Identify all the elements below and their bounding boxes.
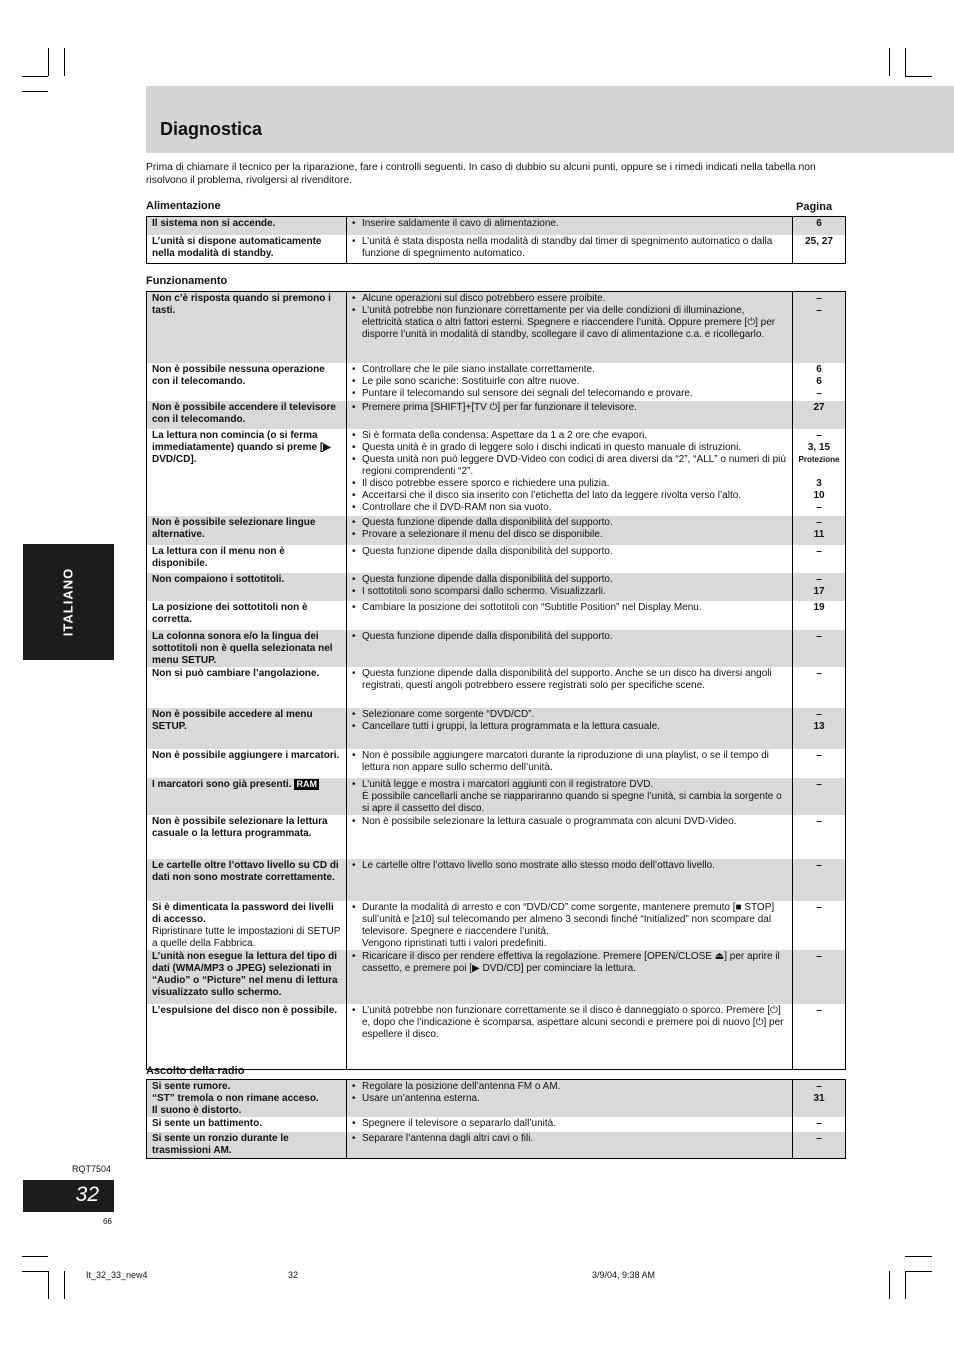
solution-cell: [347, 235, 793, 264]
page-ref-cell: [793, 815, 846, 859]
bullet-icon: •: [352, 441, 356, 453]
page-number: 32: [75, 1183, 99, 1206]
solution-item: [352, 305, 787, 341]
solution-text: L’unità legge e mostra i marcatori aggiunti con il registratore DVD. È possibile cancellarli anche se riappariranno quando si spegne l’unità, si cambia la sorgente o si apre il cassetto del disco.: [362, 778, 782, 814]
solution-item: [352, 902, 787, 950]
table-row: [147, 1117, 846, 1132]
page-ref-cell: [793, 630, 846, 667]
problem-cell: [147, 749, 347, 778]
solution-item: [352, 1081, 787, 1093]
solution-text: Questa funzione dipende dalla disponibilità del supporto.: [362, 516, 613, 528]
bullet-icon: •: [352, 950, 356, 962]
table-funzionamento: [146, 291, 846, 1070]
problem-cell: [147, 217, 347, 235]
page-ref: –: [816, 901, 822, 913]
table-row: [147, 815, 846, 859]
solution-cell: [347, 363, 793, 401]
problem-cell: [147, 630, 347, 667]
table-row: [147, 235, 846, 264]
problem-text: Non è possibile nessuna operazione con il telecomando.: [152, 363, 325, 387]
bullet-icon: •: [352, 489, 356, 501]
solution-text: Controllare che le pile siano installate correttamente.: [362, 363, 595, 375]
problem-text: I marcatori sono già presenti.: [152, 778, 292, 790]
intro-text: Prima di chiamare il tecnico per la riparazione, fare i controlli seguenti. In caso di dubbio su alcuni punti, oppure se i rimedi indicati nella tabella non risolvono il problema, rivolgersi al rivenditore.: [146, 162, 816, 186]
page-ref: – 31: [813, 1081, 825, 1104]
bullet-icon: •: [352, 601, 356, 613]
solution-item: [352, 430, 787, 442]
bullet-icon: •: [352, 375, 356, 387]
problem-cell: [147, 1080, 347, 1118]
problem-text: L’espulsione del disco non è possibile.: [152, 1004, 338, 1016]
table-radio: [146, 1079, 846, 1159]
solution-text: Questa funzione dipende dalla disponibilità del supporto.: [362, 545, 613, 557]
problem-text: La lettura non comincia (o si ferma immediatamente) quando si preme [▶ DVD/CD].: [152, 429, 331, 465]
bullet-icon: •: [352, 630, 356, 642]
problem-text: L’unità non esegue la lettura del tipo di dati (WMA/MP3 o JPEG) selezionati in “Audio” o “Picture” nel menu di lettura visualizzato sullo schermo.: [152, 950, 338, 998]
table-row: [147, 1004, 846, 1070]
page-ref: – –: [816, 293, 822, 316]
crop-mark: [905, 76, 932, 77]
solution-text: Accertarsi che il disco sia inserito con l’etichetta del lato da leggere rivolta verso l’alto.: [362, 489, 742, 501]
problem-cell: [147, 950, 347, 1004]
page-ref: 6 6 –: [816, 363, 822, 399]
solution-item: [352, 546, 787, 558]
solution-item: [352, 502, 787, 514]
solution-text: Inserire saldamente il cavo di alimentazione.: [362, 218, 559, 229]
page-ref-cell: [793, 901, 846, 950]
page-sub-number: 66: [103, 1217, 112, 1226]
page-ref-cell: [793, 859, 846, 901]
solution-cell: [347, 901, 793, 950]
table-row: [147, 516, 846, 545]
crop-mark: [905, 1271, 932, 1272]
solution-text: Questa funzione dipende dalla disponibilità del supporto. Anche se un disco ha diversi angoli registrati, questi angoli potrebbero essere registrati solo per specifiche scene.: [362, 667, 772, 691]
solution-cell: [347, 516, 793, 545]
page-ref-cell: [793, 601, 846, 630]
solution-item: [352, 631, 787, 643]
solution-cell: [347, 217, 793, 235]
ram-badge: RAM: [296, 778, 317, 789]
solution-item: [352, 750, 787, 774]
problem-text: L’unità si dispone automaticamente nella modalità di standby.: [152, 235, 322, 259]
crop-mark: [48, 48, 49, 76]
solution-cell: [347, 778, 793, 815]
solution-text: Selezionare come sorgente “DVD/CD”.: [362, 708, 535, 720]
bullet-icon: •: [352, 477, 356, 489]
page-ref: – 13: [813, 708, 825, 732]
solution-text: L’unità potrebbe non funzionare correttamente per via delle condizioni di illuminazione, elettricità statica o altri fattori esterni. Spegnere e riaccendere l’unità. Oppure premere [⏻] per disporre l’unità in modalità di standby, scollegare il cavo di alimentazione c.a. e ricollegarlo.: [362, 305, 776, 340]
page-ref: 6: [816, 218, 822, 229]
language-label: ITALIANO: [60, 567, 76, 637]
solution-item: [352, 1005, 787, 1041]
solution-item: [352, 376, 787, 388]
page-ref-cell: [793, 363, 846, 401]
page-ref: –: [816, 749, 822, 761]
problem-cell: [147, 708, 347, 749]
problem-cell: [147, 815, 347, 859]
solution-item: [352, 816, 787, 828]
crop-mark: [64, 1271, 65, 1299]
solution-cell: [347, 950, 793, 1004]
header-band: [146, 86, 954, 153]
bullet-icon: •: [352, 387, 356, 399]
solution-text: Provare a selezionare il menu del disco se disponibile.: [362, 528, 603, 540]
problem-text: Non è possibile selezionare la lettura casuale o la lettura programmata.: [152, 815, 328, 839]
problem-cell: [147, 363, 347, 401]
crop-mark: [64, 48, 65, 76]
solution-cell: [347, 1004, 793, 1070]
crop-mark: [889, 1271, 890, 1299]
bullet-icon: •: [352, 501, 356, 513]
language-tab: [23, 544, 114, 660]
solution-item: [352, 236, 787, 260]
bullet-icon: •: [352, 573, 356, 585]
problem-text: “ST” tremola o non rimane acceso.: [152, 1093, 319, 1104]
solution-cell: [347, 1080, 793, 1118]
solution-item: [352, 779, 787, 815]
solution-item: [352, 478, 787, 490]
bullet-icon: •: [352, 720, 356, 732]
bullet-icon: •: [352, 401, 356, 413]
table-row: [147, 630, 846, 667]
solution-text: Regolare la posizione dell’antenna FM o AM.: [362, 1081, 561, 1092]
problem-cell: [147, 235, 347, 264]
bullet-icon: •: [352, 1081, 356, 1092]
page-ref-cell: [793, 292, 846, 363]
page-ref-cell: [793, 401, 846, 429]
page-ref-cell: [793, 516, 846, 545]
bullet-icon: •: [352, 585, 356, 597]
page-ref-cell: [793, 667, 846, 708]
page-title: Diagnostica: [160, 119, 263, 139]
problem-text: Non è possibile selezionare lingue alternative.: [152, 516, 316, 540]
crop-mark: [22, 1256, 48, 1257]
solution-item: [352, 218, 787, 230]
page-ref-cell: [793, 573, 846, 601]
solution-item: [352, 388, 787, 400]
crop-mark: [905, 1256, 932, 1257]
solution-text: Questa funzione dipende dalla disponibilità del supporto.: [362, 630, 613, 642]
solution-cell: [347, 859, 793, 901]
problem-cell: [147, 1132, 347, 1158]
solution-text: Spegnere il televisore o separarlo dall’unità.: [362, 1118, 557, 1129]
solution-cell: [347, 545, 793, 573]
bullet-icon: •: [352, 1004, 356, 1016]
table-row: [147, 708, 846, 749]
problem-text: Non c’è risposta quando si premono i tasti.: [152, 293, 331, 316]
problem-text: Il sistema non si accende.: [152, 218, 276, 229]
bullet-icon: •: [352, 1133, 356, 1144]
section-title-radio: Ascolto della radio: [146, 1065, 245, 1077]
page-ref-cell: [793, 429, 846, 516]
page-ref: –: [816, 778, 822, 790]
solution-text: Usare un’antenna esterna.: [362, 1093, 480, 1104]
problem-cell: [147, 859, 347, 901]
problem-text: Il suono è distorto.: [152, 1105, 242, 1116]
problem-text: Si sente rumore.: [152, 1081, 231, 1092]
bullet-icon: •: [352, 218, 356, 229]
crop-mark: [48, 1271, 49, 1299]
page-ref: – 11: [813, 516, 825, 540]
page-ref: –: [816, 950, 822, 962]
solution-cell: [347, 573, 793, 601]
problem-text: Le cartelle oltre l’ottavo livello su CD di dati non sono mostrate correttamente.: [152, 859, 339, 883]
solution-text: Controllare che il DVD-RAM non sia vuoto.: [362, 501, 552, 513]
bullet-icon: •: [352, 516, 356, 528]
solution-cell: [347, 1132, 793, 1158]
solution-item: [352, 721, 787, 733]
footer-date: 3/9/04, 9:38 AM: [592, 1270, 656, 1280]
solution-item: [352, 709, 787, 721]
problem-cell: [147, 516, 347, 545]
page-number-box: [23, 1180, 114, 1212]
solution-item: [352, 602, 787, 614]
footer-file: It_32_33_new4: [86, 1270, 148, 1280]
problem-cell: [147, 545, 347, 573]
section-title-alimentazione: Alimentazione: [146, 200, 221, 212]
crop-mark: [889, 48, 890, 76]
problem-text: Non si può cambiare l’angolazione.: [152, 667, 320, 679]
solution-text: Le cartelle oltre l’ottavo livello sono mostrate allo stesso modo dell’ottavo livello.: [362, 859, 715, 871]
bullet-icon: •: [352, 293, 356, 304]
solution-cell: [347, 401, 793, 429]
table-row: [147, 545, 846, 573]
solution-text: L’unità è stata disposta nella modalità di standby dal timer di spegnimento automatico o dalla funzione di spegnimento automatico.: [362, 235, 773, 259]
page-ref: –: [816, 1118, 822, 1129]
solution-text: Ricaricare il disco per rendere effettiva la regolazione. Premere [OPEN/CLOSE ⏏] per aprire il cassetto, e premere poi [▶ DVD/CD] per cominciare la lettura.: [362, 950, 780, 974]
page-ref-cell: [793, 235, 846, 264]
solution-cell: [347, 630, 793, 667]
solution-cell: [347, 815, 793, 859]
page-ref-cell: [793, 217, 846, 235]
page-ref: –: [816, 1133, 822, 1144]
page-ref-cell: [793, 708, 846, 749]
solution-item: [352, 574, 787, 586]
page-ref: – 3, 15 Protezione 3 10 –: [798, 429, 840, 513]
doc-code: RQT7504: [72, 1164, 112, 1174]
page-ref: –: [816, 630, 822, 642]
page-ref-cell: [793, 1117, 846, 1132]
solution-text: Alcune operazioni sul disco potrebbero essere proibite.: [362, 293, 606, 304]
bullet-icon: •: [352, 749, 356, 761]
solution-text: Premere prima [SHIFT]+[TV ⏻] per far funzionare il televisore.: [362, 401, 637, 413]
bullet-icon: •: [352, 778, 356, 790]
solution-text: Cambiare la posizione dei sottotitoli con “Subtitle Position” nel Display Menu.: [362, 601, 702, 613]
bullet-icon: •: [352, 1093, 356, 1104]
solution-item: [352, 951, 787, 975]
crop-mark: [905, 1271, 906, 1299]
table-row: [147, 292, 846, 363]
table-row: [147, 1132, 846, 1158]
problem-cell: [147, 667, 347, 708]
solution-text: Non è possibile aggiungere marcatori durante la riproduzione di una playlist, o se il tempo di lettura non appare sullo schermo dell’unità.: [362, 749, 769, 773]
solution-item: [352, 860, 787, 872]
solution-item: [352, 293, 787, 305]
solution-cell: [347, 292, 793, 363]
problem-cell: [147, 901, 347, 950]
bullet-icon: •: [352, 528, 356, 540]
table-row: [147, 778, 846, 815]
solution-cell: [347, 1117, 793, 1132]
table-row: [147, 950, 846, 1004]
page-ref: –: [816, 545, 822, 557]
solution-text: Il disco potrebbe essere sporco e richiedere una pulizia.: [362, 477, 610, 489]
bullet-icon: •: [352, 901, 356, 913]
bullet-icon: •: [352, 305, 356, 316]
problem-cell: [147, 401, 347, 429]
solution-item: [352, 442, 787, 454]
solution-text: Questa funzione dipende dalla disponibilità del supporto.: [362, 573, 613, 585]
table-alimentazione: [146, 216, 846, 264]
problem-text: La lettura con il menu non è disponibile.: [152, 545, 285, 569]
table-row: [147, 901, 846, 950]
bullet-icon: •: [352, 1118, 356, 1129]
bullet-icon: •: [352, 235, 356, 247]
problem-cell: [147, 601, 347, 630]
problem-cell: [147, 1117, 347, 1132]
solution-item: [352, 517, 787, 529]
table-row: [147, 217, 846, 235]
solution-text: Durante la modalità di arresto e con “DVD/CD” come sorgente, mantenere premuto [■ STOP] sull’unità e [≥10] sul telecomando per almeno 3 secondi finché “Initialized” non scompare dal televisore. Spegnere e riaccendere l’unità. Vengono ripristinati tutti i valori predefiniti.: [362, 901, 775, 949]
table-row: [147, 401, 846, 429]
problem-text: Non è possibile aggiungere i marcatori.: [152, 749, 340, 761]
solution-item: [352, 529, 787, 541]
bullet-icon: •: [352, 545, 356, 557]
solution-cell: [347, 667, 793, 708]
table-row: [147, 667, 846, 708]
solution-text: Le pile sono scariche: Sostituirle con altre nuove.: [362, 375, 580, 387]
solution-text: Non è possibile selezionare la lettura casuale o programmata con alcuni DVD-Video.: [362, 815, 737, 827]
solution-item: [352, 454, 787, 478]
problem-text: La posizione dei sottotitoli non è corretta.: [152, 601, 308, 625]
table-row: [147, 859, 846, 901]
problem-text: Non è possibile accedere al menu SETUP.: [152, 708, 313, 732]
problem-text: Non compaiono i sottotitoli.: [152, 573, 285, 585]
solution-cell: [347, 429, 793, 516]
bullet-icon: •: [352, 667, 356, 679]
table-row: [147, 429, 846, 516]
crop-mark: [22, 76, 48, 77]
page-ref-cell: [793, 1132, 846, 1158]
page-ref-cell: [793, 778, 846, 815]
problem-text: Non è possibile accendere il televisore con il telecomando.: [152, 401, 336, 425]
bullet-icon: •: [352, 708, 356, 720]
solution-cell: [347, 601, 793, 630]
solution-item: [352, 1133, 787, 1145]
bullet-icon: •: [352, 815, 356, 827]
page-ref-cell: [793, 545, 846, 573]
solution-text: Puntare il telecomando sul sensore dei segnali del telecomando e provare.: [362, 387, 693, 399]
page-ref-cell: [793, 1080, 846, 1118]
solution-text: Questa unità è in grado di leggere solo i dischi indicati in questo manuale di istruzioni.: [362, 441, 742, 453]
solution-cell: [347, 749, 793, 778]
bullet-icon: •: [352, 453, 356, 465]
bullet-icon: •: [352, 363, 356, 375]
solution-item: [352, 402, 787, 414]
page-ref: 27: [813, 401, 825, 413]
page-ref: – 17: [813, 573, 825, 597]
page-ref: –: [816, 815, 822, 827]
solution-item: [352, 1118, 787, 1130]
problem-cell: [147, 429, 347, 516]
page-ref: –: [816, 859, 822, 871]
page-ref: 19: [813, 601, 825, 613]
problem-text: Si sente un battimento.: [152, 1118, 263, 1129]
crop-mark: [22, 91, 48, 92]
problem-cell: [147, 1004, 347, 1070]
page-column-label: Pagina: [796, 201, 833, 213]
solution-text: Questa unità non può leggere DVD-Video con codici di area diversi da “2”, “ALL” o numeri di più regioni comprendenti “2”.: [362, 453, 786, 477]
solution-item: [352, 586, 787, 598]
solution-item: [352, 1093, 787, 1105]
problem-note: Ripristinare tutte le impostazioni di SETUP a quelle della Fabbrica.: [152, 925, 341, 949]
solution-text: Cancellare tutti i gruppi, la lettura programmata e la lettura casuale.: [362, 720, 660, 732]
footer-page: 32: [288, 1270, 299, 1280]
bullet-icon: •: [352, 429, 356, 441]
table-row: [147, 573, 846, 601]
problem-cell: [147, 292, 347, 363]
page-ref-cell: [793, 950, 846, 1004]
problem-text: Si sente un ronzio durante le trasmissioni AM.: [152, 1133, 289, 1156]
crop-mark: [22, 1271, 48, 1272]
solution-text: Separare l’antenna dagli altri cavi o fili.: [362, 1133, 534, 1144]
solution-item: [352, 490, 787, 502]
problem-cell: [147, 573, 347, 601]
table-row: [147, 601, 846, 630]
table-row: [147, 749, 846, 778]
solution-text: Si è formata della condensa: Aspettare da 1 a 2 ore che evapori.: [362, 429, 648, 441]
page-ref: 25, 27: [805, 235, 833, 247]
page-ref-cell: [793, 1004, 846, 1070]
problem-text: La colonna sonora e/o la lingua dei sottotitoli non è quella selezionata nel menu SETUP.: [152, 630, 333, 666]
solution-item: [352, 668, 787, 692]
problem-cell: [147, 778, 347, 815]
bullet-icon: •: [352, 859, 356, 871]
page-ref: –: [816, 1004, 822, 1016]
section-title-funzionamento: Funzionamento: [146, 275, 228, 287]
page-ref: –: [816, 667, 822, 679]
crop-mark: [905, 48, 906, 76]
solution-cell: [347, 708, 793, 749]
solution-text: I sottotitoli sono scomparsi dallo schermo. Visualizzarli.: [362, 585, 606, 597]
problem-text: Si è dimenticata la password dei livelli di accesso.: [152, 901, 334, 925]
page-ref-cell: [793, 749, 846, 778]
solution-item: [352, 364, 787, 376]
solution-text: L’unità potrebbe non funzionare correttamente se il disco è danneggiato o sporco. Premere [⏻] e, dopo che l’indicazione è scomparsa, aspettare alcuni secondi e premere poi di nuovo [⏻] per espellere il disco.: [362, 1004, 784, 1040]
table-row: [147, 1080, 846, 1118]
table-row: [147, 363, 846, 401]
